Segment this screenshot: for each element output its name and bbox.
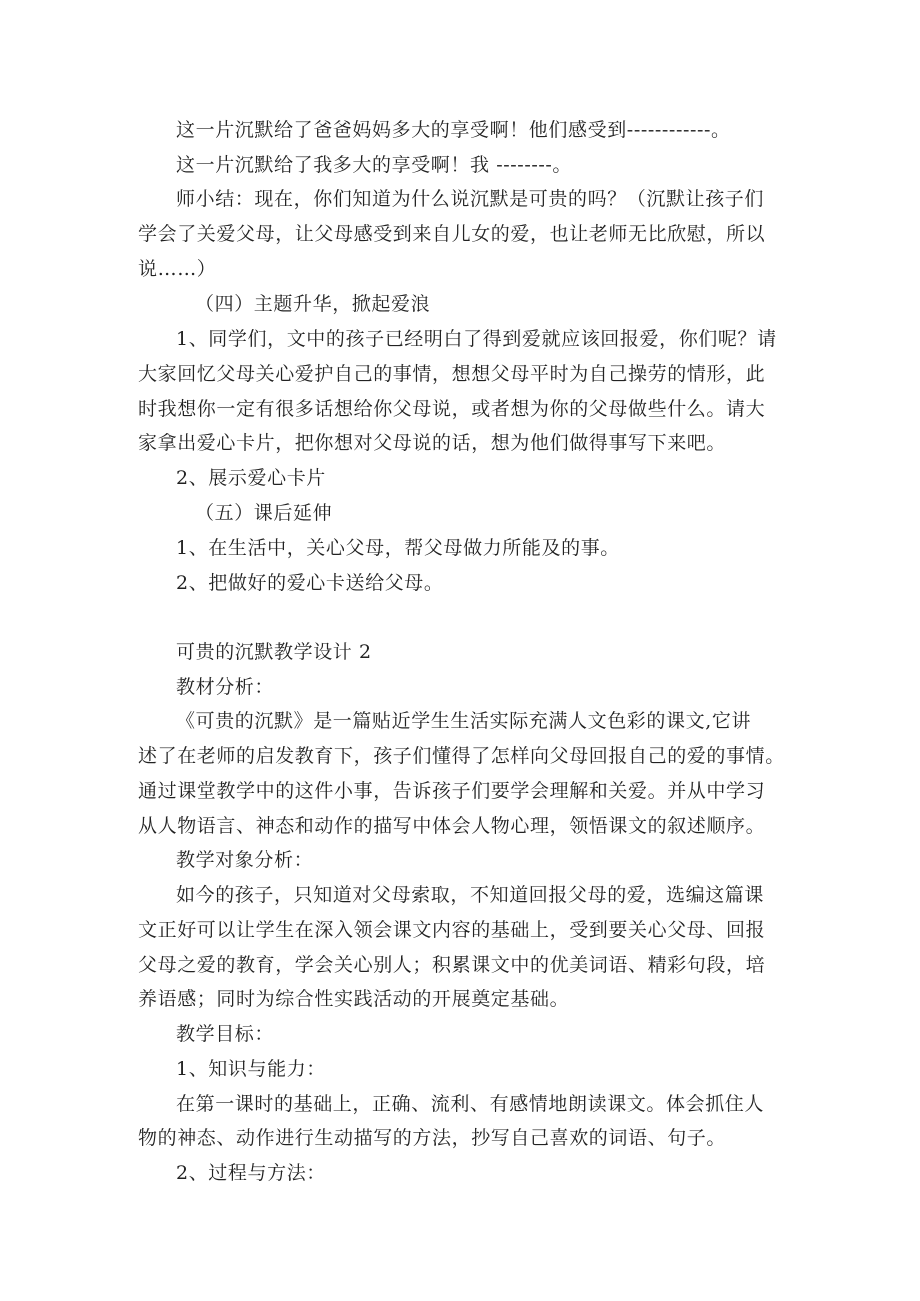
text-line: 大家回忆父母关心爱护自己的事情，想想父母平时为自己操劳的情形，此: [138, 363, 766, 385]
text-line: 述了在老师的启发教育下，孩子们懂得了怎样向父母回报自己的爱的事情。: [138, 745, 785, 767]
text-line: 1、在生活中，关心父母，帮父母做力所能及的事。: [176, 537, 620, 559]
text-line: 1、同学们，文中的孩子已经明白了得到爱就应该回报爱，你们呢？请: [176, 328, 777, 350]
text-line: 时我想你一定有很多话想给你父母说，或者想为你的父母做些什么。请大: [138, 398, 766, 420]
text-line: 《可贵的沉默》是一篇贴近学生生活实际充满人文色彩的课文,它讲: [176, 710, 752, 732]
text-line: 从人物语言、神态和动作的描写中体会人物心理，领悟课文的叙述顺序。: [138, 815, 766, 837]
text-line: 师小结：现在，你们知道为什么说沉默是可贵的吗？（沉默让孩子们: [176, 188, 765, 210]
text-line: 如今的孩子，只知道对父母索取，不知道回报父母的爱，选编这篇课: [176, 884, 765, 906]
text-line: 养语感；同时为综合性实践活动的开展奠定基础。: [138, 988, 570, 1010]
text-line: 学会了关爱父母，让父母感受到来自儿女的爱，也让老师无比欣慰，所以: [138, 223, 766, 245]
text-line: 家拿出爱心卡片，把你想对父母说的话，想为他们做得事写下来吧。: [138, 432, 727, 454]
section-title: 可贵的沉默教学设计 2: [176, 641, 372, 663]
section-heading: 教学对象分析：: [176, 849, 314, 871]
section-heading: （五）课后延伸: [195, 502, 333, 524]
text-line: 这一片沉默给了爸爸妈妈多大的享受啊！他们感受到------------。: [176, 119, 731, 141]
text-line: 说……）: [138, 258, 217, 280]
section-heading: 1、知识与能力：: [176, 1058, 326, 1080]
text-line: 2、展示爱心卡片: [176, 467, 326, 489]
text-line: 物的神态、动作进行生动描写的方法，抄写自己喜欢的词语、句子。: [138, 1127, 727, 1149]
text-line: 这一片沉默给了我多大的享受啊！我 --------。: [176, 154, 572, 176]
text-line: 父母之爱的教育，学会关心别人；积累课文中的优美词语、精彩句段，培: [138, 954, 766, 976]
text-line: 2、把做好的爱心卡送给父母。: [176, 572, 444, 594]
section-heading: （四）主题升华，掀起爱浪: [195, 293, 431, 315]
text-line: 在第一课时的基础上，正确、流利、有感情地朗读课文。体会抓住人: [176, 1093, 765, 1115]
section-heading: 2、过程与方法：: [176, 1162, 326, 1184]
section-heading: 教材分析：: [176, 676, 275, 698]
text-line: 通过课堂教学中的这件小事，告诉孩子们要学会理解和关爱。并从中学习: [138, 780, 766, 802]
section-heading: 教学目标：: [176, 1023, 275, 1045]
text-line: 文正好可以让学生在深入领会课文内容的基础上，受到要关心父母、回报: [138, 919, 766, 941]
